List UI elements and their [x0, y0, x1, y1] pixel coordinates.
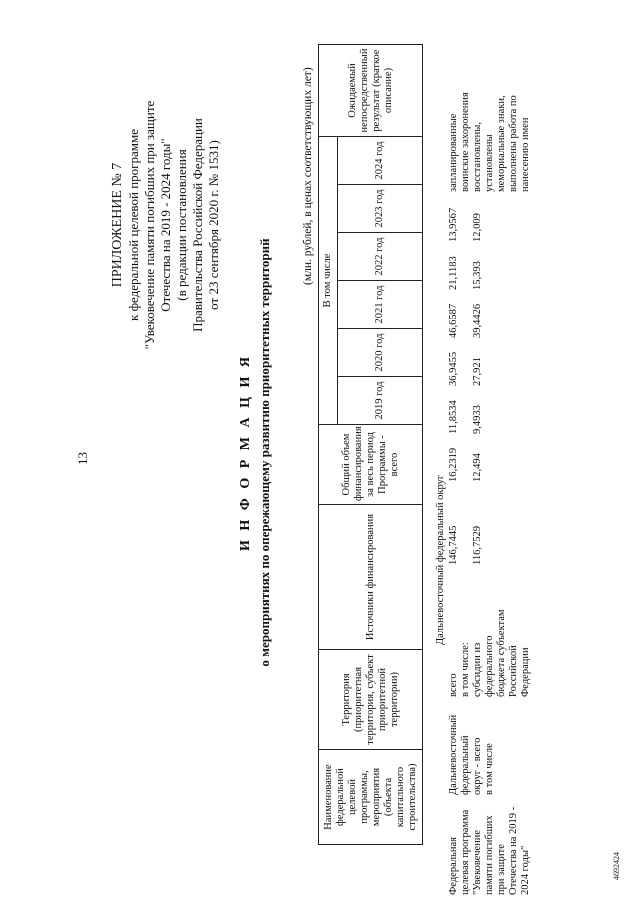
header-sources: Источники финансирования — [319, 505, 423, 650]
header-year-2020: 2020 год — [338, 329, 423, 377]
value-2019-all: 16,2319 — [448, 447, 459, 482]
header-including: В том числе — [319, 136, 338, 424]
territory-line: округ - всего — [472, 737, 483, 795]
appendix-heading — [110, 60, 222, 390]
value-2021-all: 36,9455 — [448, 351, 459, 386]
program-name-line: памяти погибших — [484, 815, 495, 895]
header-name: Наименование федеральной целевой программы, мероприятия (объекта капитального строительства) — [319, 750, 423, 845]
header-year-2021: 2021 год — [338, 281, 423, 329]
value-total-all: 146,7445 — [448, 525, 459, 565]
document-title: И Н Ф О Р М А Ц И Я — [238, 354, 253, 551]
source-line: бюджета субъектам — [496, 609, 507, 697]
appendix-line: Правительства Российской Федерации — [190, 118, 205, 332]
units-note: (млн. рублей, в ценах соответствующих лет) — [302, 67, 314, 285]
value-2022-subsidy: 39,4426 — [472, 303, 483, 338]
result-line: воинские захоронения — [460, 92, 471, 192]
value-2021-subsidy: 27,921 — [472, 357, 483, 386]
source-line: Российской — [508, 645, 519, 697]
appendix-line: ПРИЛОЖЕНИЕ № 7 — [110, 162, 125, 288]
value-2024-subsidy: 12,009 — [472, 213, 483, 242]
value-2023-all: 21,1183 — [448, 256, 459, 290]
sources-cell — [448, 609, 532, 697]
program-name-cell — [448, 807, 532, 895]
program-name-line: 2024 годы" — [520, 845, 531, 895]
territory-line: в том числе — [484, 743, 495, 795]
result-line: восстановлены, — [472, 122, 483, 192]
appendix-line: "Увековечение памяти погибших при защите — [142, 100, 157, 350]
value-2020-subsidy: 9,4933 — [472, 405, 483, 434]
value-2019-subsidy: 12,494 — [472, 453, 483, 482]
result-line: нанесению имен — [520, 117, 531, 192]
appendix-line: Отечества на 2019 - 2024 годы" — [158, 138, 173, 312]
result-line: выполнены работа по — [508, 95, 519, 192]
program-name-line: Федеральная — [448, 837, 459, 895]
program-name-line: при защите — [496, 844, 507, 895]
value-total-subsidy: 116,7529 — [472, 526, 483, 565]
result-line: установлены — [484, 134, 495, 192]
header-year-2023: 2023 год — [338, 185, 423, 233]
header-year-2022: 2022 год — [338, 233, 423, 281]
header-year-2024: 2024 год — [338, 136, 423, 184]
territory-cell — [448, 715, 496, 795]
result-cell — [448, 92, 532, 192]
header-result: Ожидаемый непосредственный результат (краткое описание) — [319, 44, 423, 136]
result-line: мемориальные знаки, — [496, 95, 507, 192]
territory-line: федеральный — [460, 735, 471, 795]
value-2023-subsidy: 15,393 — [472, 261, 483, 290]
table-header — [318, 44, 423, 845]
territory-line: Дальневосточный — [448, 714, 459, 795]
appendix-line: от 23 сентября 2020 г. № 1531) — [206, 140, 221, 310]
source-line: Федерации — [520, 647, 531, 697]
value-2020-all: 11,8534 — [448, 400, 459, 434]
appendix-line: (в редакции постановления — [174, 149, 189, 301]
result-line: запланированные — [448, 113, 459, 192]
region-caption: Дальневосточный федеральный округ — [435, 474, 446, 645]
program-name-line: "Увековечение — [472, 829, 483, 895]
source-line: всего — [448, 673, 459, 697]
source-line: федерального — [484, 635, 495, 697]
source-line: в том числе: — [460, 642, 471, 697]
value-2024-all: 13,9567 — [448, 207, 459, 242]
scan-identifier: 4692424 — [612, 852, 621, 880]
header-year-2019: 2019 год — [338, 377, 423, 425]
program-name-line: Отечества на 2019 - — [508, 806, 519, 895]
appendix-line: к федеральной целевой программе — [126, 129, 141, 321]
program-name-line: целевая программа — [460, 809, 471, 895]
value-2022-all: 46,6587 — [448, 303, 459, 338]
page-number: 13 — [75, 452, 90, 465]
header-total: Общий объем финансирования за весь период Программы - всего — [319, 425, 423, 505]
document-subtitle: о мероприятиях по опережающему развитию приоритетных территорий — [257, 238, 272, 667]
header-territory: Территория (приоритетная территория, субъект приоритетной территории) — [319, 650, 423, 750]
source-line: субсидии из — [472, 642, 483, 697]
